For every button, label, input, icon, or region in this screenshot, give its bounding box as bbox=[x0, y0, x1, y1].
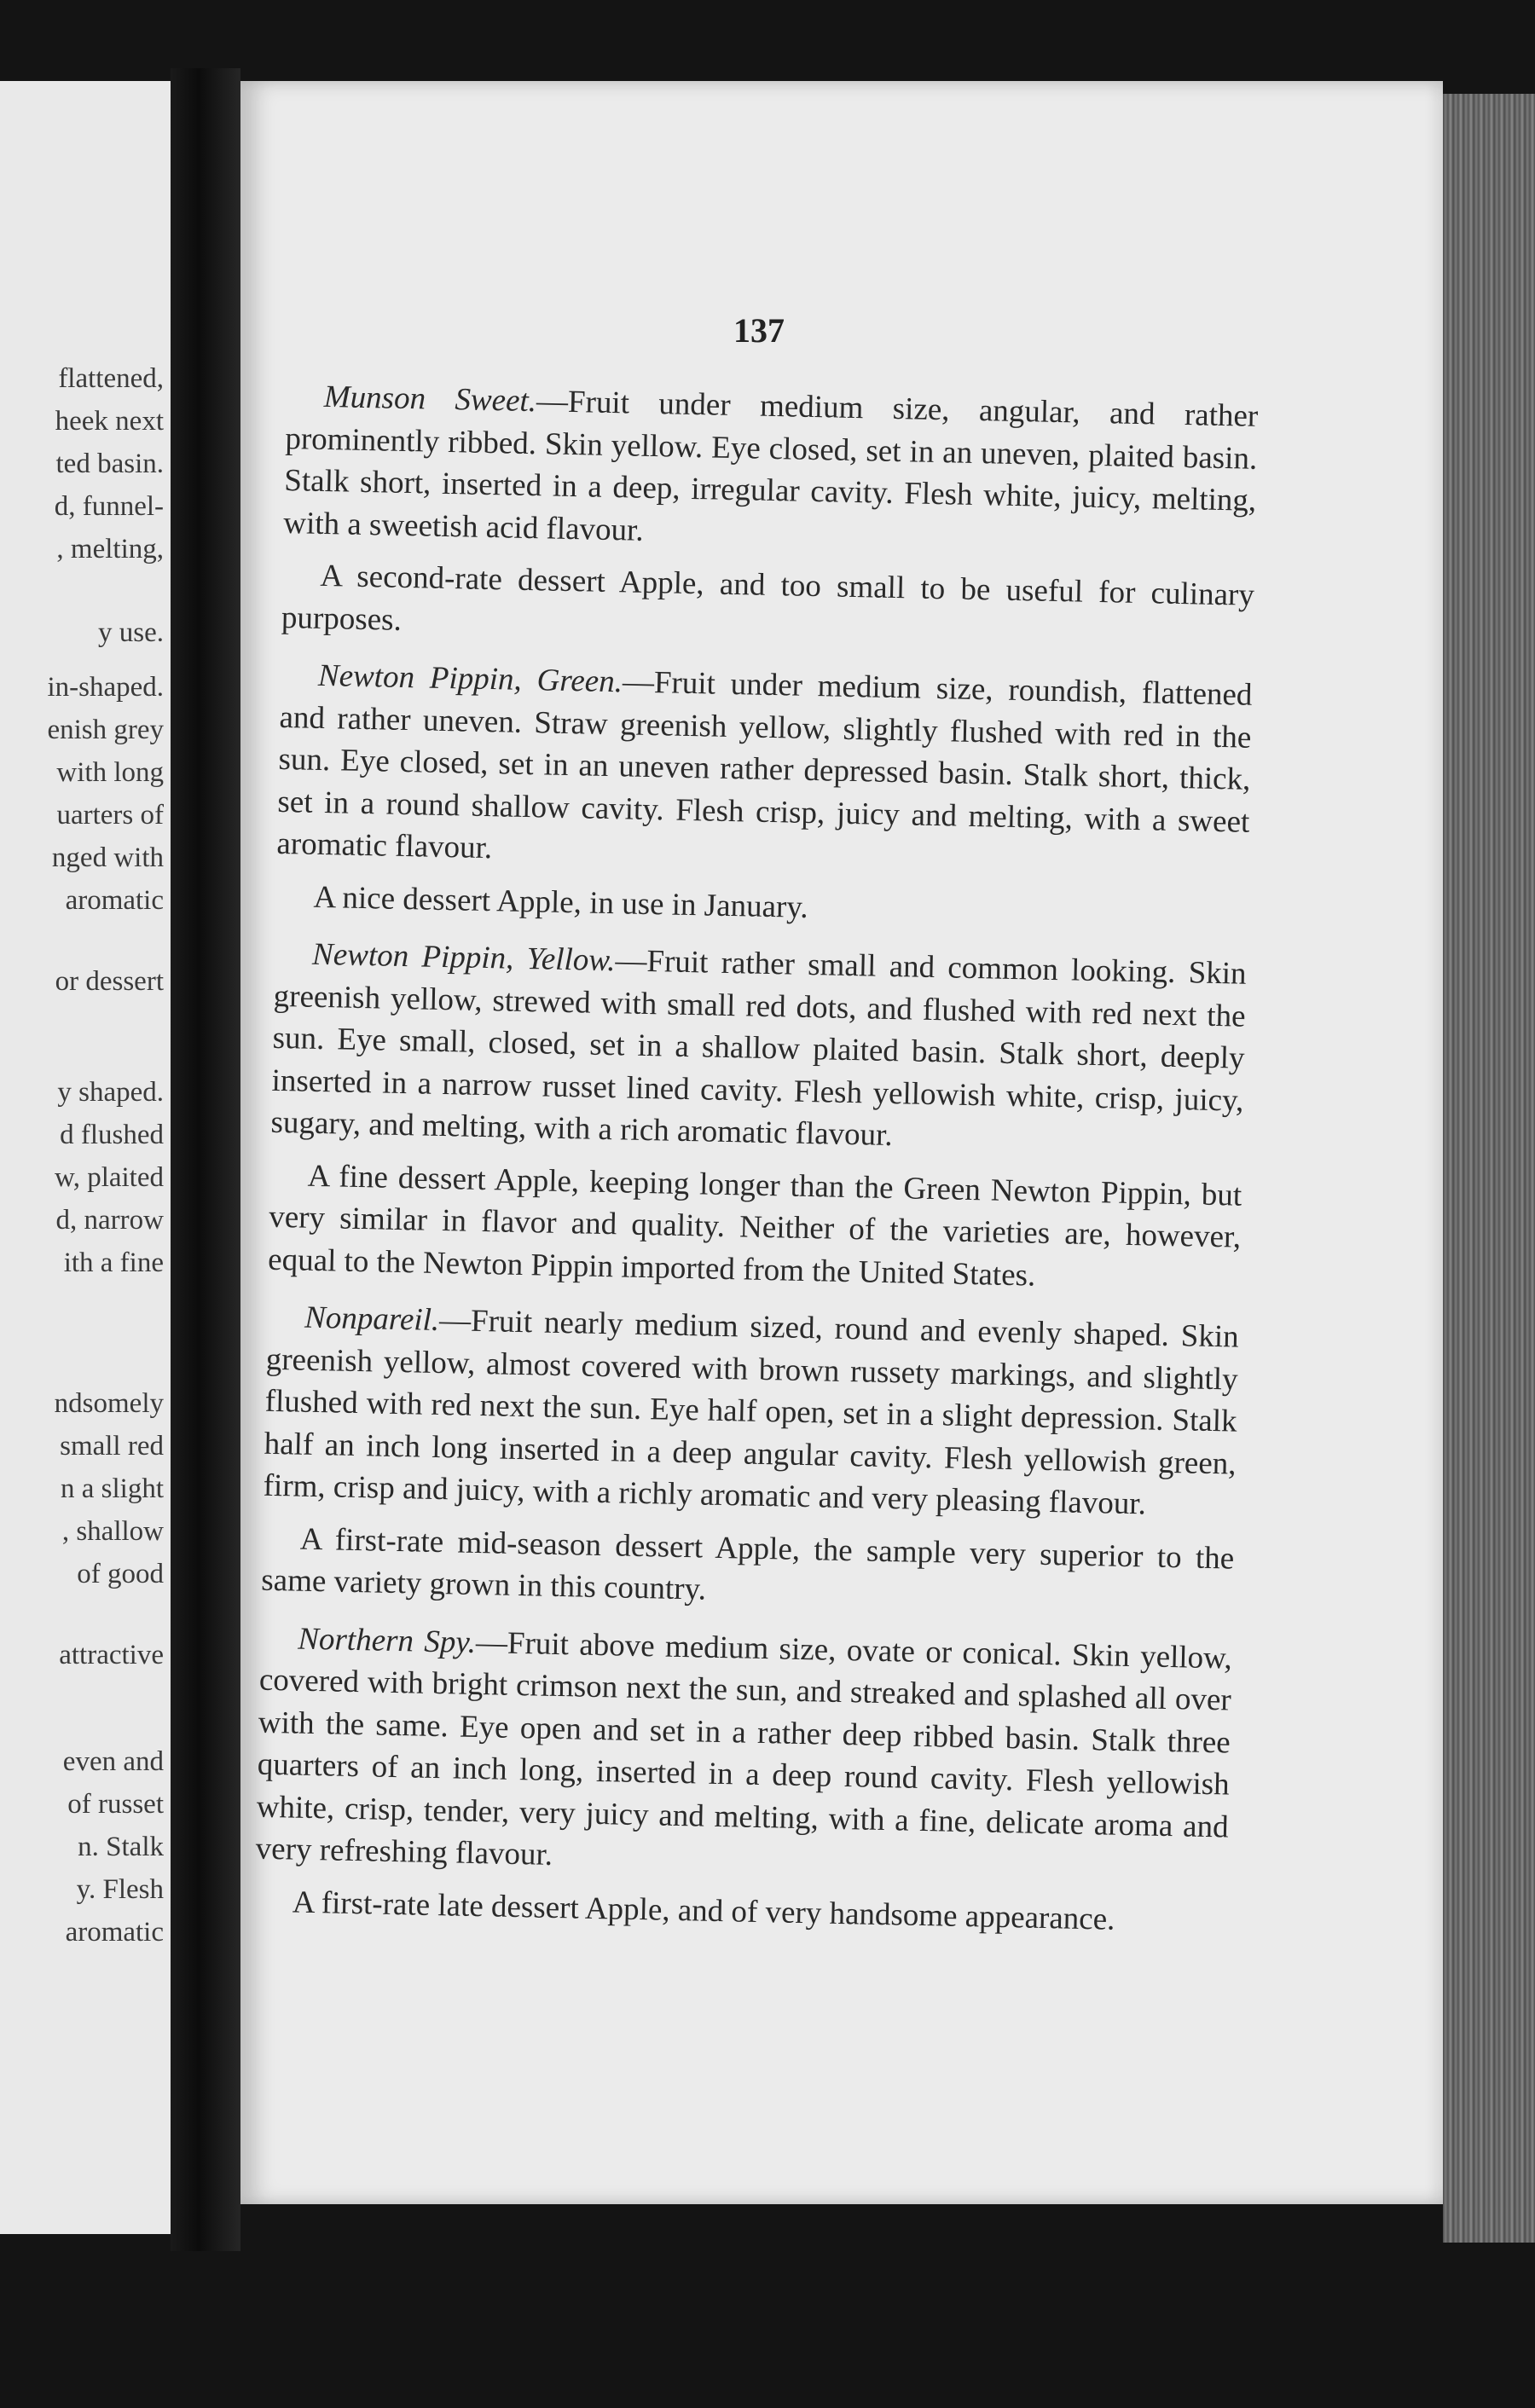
variety-description: —Fruit under medium size, angular, and rather prominently ribbed. Skin yellow. Eye closed, set in an uneven, plaited basin. Stalk short, inserted in a deep, irregular cavity. Flesh white, juicy, melting, with a sweetish acid flavour. bbox=[282, 384, 1259, 548]
left-page-line: y shaped. bbox=[57, 1077, 164, 1108]
page-edges bbox=[1443, 94, 1535, 2243]
left-page-line: nged with bbox=[51, 842, 164, 873]
entry-munson-sweet bbox=[283, 375, 1259, 564]
variety-name: Newton Pippin, Green. bbox=[317, 657, 623, 700]
left-page-line: ndsomely bbox=[54, 1388, 164, 1419]
book-gutter bbox=[171, 68, 240, 2251]
left-page-line: w, plaited bbox=[55, 1162, 164, 1193]
entry-note: A nice dessert Apple, in use in January. bbox=[313, 879, 809, 925]
entry-note: A first-rate mid-season dessert Apple, the sample very superior to the same variety grown in this country. bbox=[260, 1521, 1235, 1607]
variety-name: Northern Spy. bbox=[297, 1621, 477, 1660]
left-page-line: , shallow bbox=[61, 1516, 164, 1547]
left-page-line: or dessert bbox=[55, 966, 164, 997]
left-page-line: enish grey bbox=[47, 715, 164, 745]
left-page-line: ted basin. bbox=[55, 449, 164, 479]
variety-description: —Fruit nearly medium sized, round and evenly shaped. Skin greenish yellow, almost covered with brown russety markings, and slightly flushed with red next the sun. Eye half open, set in a slight depression. Stalk half an inch long inserted in a deep angular cavity. Flesh yellowish green, firm, crisp and juicy, with a richly aromatic and very pleasing flavour. bbox=[263, 1302, 1240, 1522]
variety-name: Newton Pippin, Yellow. bbox=[311, 936, 616, 979]
variety-description: —Fruit rather small and common looking. Skin greenish yellow, strewed with small red dots, and flushed with red next the sun. Eye small, closed, set in a shallow plaited basin. Stalk short, deeply inserted in a narrow russet lined cavity. Flesh yellowish white, crisp, juicy, sugary, and melting, with a rich aromatic flavour. bbox=[270, 943, 1247, 1154]
left-page-line: of russet bbox=[67, 1789, 164, 1820]
entry-note: A first-rate late dessert Apple, and of very handsome appearance. bbox=[292, 1884, 1115, 1937]
left-page-line: of good bbox=[77, 1559, 164, 1589]
left-page bbox=[0, 81, 171, 2234]
entry-northern-spy bbox=[255, 1617, 1232, 1890]
left-page-line: uarters of bbox=[56, 800, 164, 831]
left-page-line: with long bbox=[56, 757, 164, 788]
entry-newton-pippin-green bbox=[276, 654, 1253, 885]
left-page-line: d, narrow bbox=[55, 1205, 164, 1236]
left-page-line: even and bbox=[62, 1746, 164, 1777]
left-page-line: d, funnel- bbox=[54, 491, 164, 522]
left-page-line: attractive bbox=[59, 1640, 164, 1670]
left-page-line: ith a fine bbox=[63, 1247, 164, 1278]
left-page-line: n. Stalk bbox=[78, 1832, 164, 1862]
variety-description: —Fruit above medium size, ovate or conical. Skin yellow, covered with bright crimson next the sun, and streaked and splashed all over with the same. Eye open and set in a rather deep ribbed basin. Stalk three quarters of an inch long, inserted in a deep round cavity. Flesh yellowish white, crisp, tender, very juicy and melting, with a fine, delicate aroma and very refreshing flavour. bbox=[255, 1624, 1233, 1873]
left-page-line: y. Flesh bbox=[76, 1874, 164, 1905]
left-page-line: y use. bbox=[98, 617, 164, 648]
entry-newton-pippin-yellow bbox=[270, 933, 1247, 1164]
left-page-line: aromatic bbox=[65, 885, 164, 916]
left-page-line: small red bbox=[60, 1431, 164, 1462]
variety-description: —Fruit under medium size, roundish, flattened and rather uneven. Straw greenish yellow, slightly flushed with red in the sun. Eye closed, set in an uneven rather depressed basin. Stalk short, thick, set in a round shallow cavity. Flesh crisp, juicy and melting, with a sweet aromatic flavour. bbox=[276, 664, 1253, 866]
left-page-line: aromatic bbox=[65, 1917, 164, 1948]
left-page-line: in-shaped. bbox=[47, 672, 164, 703]
left-page-line: n a slight bbox=[61, 1473, 164, 1504]
page-text bbox=[254, 375, 1259, 1953]
variety-name: Munson Sweet. bbox=[323, 379, 537, 420]
page-number: 137 bbox=[733, 311, 785, 350]
variety-name: Nonpareil. bbox=[304, 1300, 440, 1338]
entry-note: A fine dessert Apple, keeping longer than the Green Newton Pippin, but very similar in flavor and quality. Neither of the varieties are, however, equal to the Newton Pippin imported from the United States. bbox=[267, 1158, 1242, 1294]
left-page-line: flattened, bbox=[58, 363, 164, 394]
left-page-line: d flushed bbox=[60, 1120, 164, 1150]
entry-note: A second-rate dessert Apple, and too small to be useful for culinary purposes. bbox=[281, 558, 1255, 638]
left-page-line: heek next bbox=[55, 406, 164, 437]
left-page-line: , melting, bbox=[56, 534, 164, 564]
entry-nonpareil bbox=[263, 1296, 1239, 1527]
